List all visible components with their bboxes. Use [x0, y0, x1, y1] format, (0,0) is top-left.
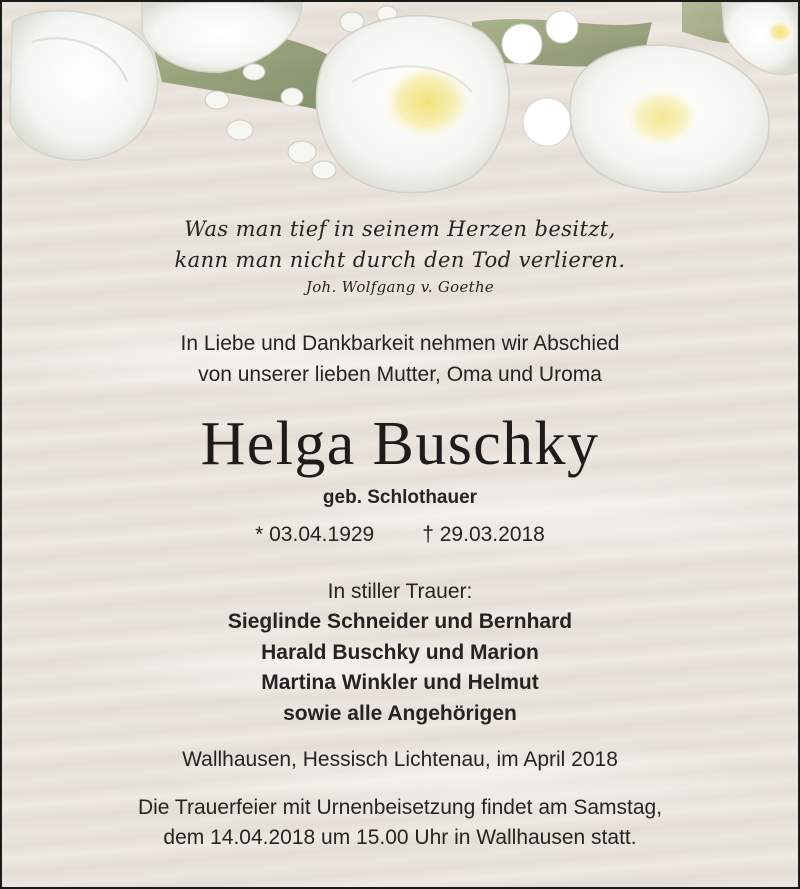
life-dates	[2, 520, 798, 550]
mourners-label: In stiller Trauer:	[327, 580, 473, 603]
ceremony-line: dem 14.04.2018 um 15.00 Uhr in Wallhausen statt.	[163, 826, 637, 849]
farewell-intro	[2, 328, 798, 390]
flower-decoration-image	[2, 2, 798, 202]
birth-date: * 03.04.1929	[255, 523, 375, 546]
mourner-name: Martina Winkler und Helmut	[261, 671, 539, 694]
intro-line: In Liebe und Dankbarkeit nehmen wir Abschied	[180, 332, 620, 355]
quote-author: Joh. Wolfgang v. Goethe	[305, 278, 495, 296]
intro-line: von unserer lieben Mutter, Oma und Uroma	[198, 363, 602, 386]
deceased-name: Helga Buschky	[200, 410, 600, 478]
death-date: † 29.03.2018	[422, 523, 545, 546]
maiden-name: geb. Schlothauer	[322, 487, 478, 508]
ceremony-notice	[2, 793, 798, 853]
ceremony-line: Die Trauerfeier mit Urnenbeisetzung findet am Samstag,	[137, 796, 663, 819]
quote-line: kann man nicht durch den Tod verlieren.	[174, 248, 626, 272]
mourner-name: Sieglinde Schneider und Bernhard	[227, 610, 573, 633]
mourner-name: Harald Buschky und Marion	[261, 640, 539, 664]
quote-line: Was man tief in seinem Herzen besitzt,	[184, 217, 616, 241]
mourner-name: sowie alle Angehörigen	[283, 701, 517, 725]
mourners-list	[2, 607, 798, 729]
quote	[2, 214, 798, 298]
place-and-date: Wallhausen, Hessisch Lichtenau, im April 2018	[182, 748, 618, 771]
